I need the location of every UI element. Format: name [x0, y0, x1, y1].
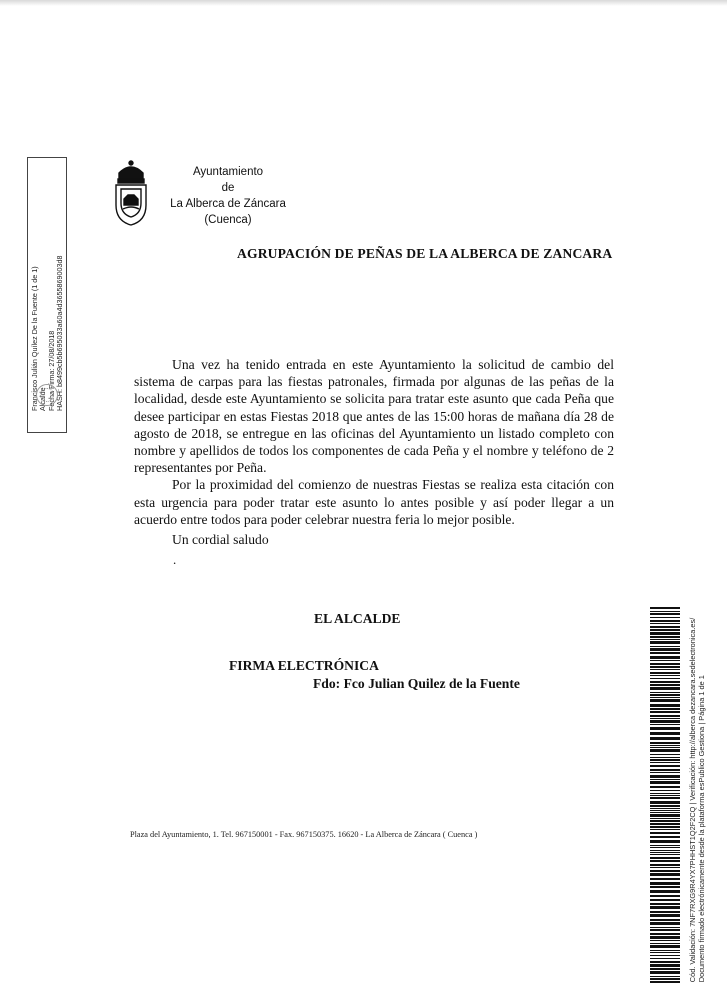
org-line-2: de: [221, 182, 235, 194]
signature-stamp: [27, 157, 67, 433]
footer-address: Plaza del Ayuntamiento, 1. Tel. 967150001 - Fax. 967150375. 16620 - La Alberca de Záncara ( Cuenca ): [130, 830, 478, 839]
stamp-signer: Francisco Julián Quílez De la Fuente (1 de 1): [30, 266, 40, 411]
letter-body: [134, 356, 614, 528]
stamp-role: Alcalde: [38, 387, 48, 411]
validation-text: [688, 618, 706, 983]
greeting: Un cordial saludo: [172, 532, 269, 547]
org-line-4: (Cuenca): [204, 214, 252, 226]
seal-icon: [36, 384, 58, 406]
paragraph-1: Una vez ha tenido entrada en este Ayuntamiento la solicitud de cambio del sistema de carpas para las fiestas patronales, firmada por algunas de las peñas de la localidad, desde este Ayuntamiento se solicita para tratar este asunto que cada Peña que desee participar en estas Fiestas 2018 que antes de las 15:00 horas de mañana día 28 de agosto de 2018, se entregue en las oficinas del Ayuntamiento un listado completo con nombre y apellidos de todos los componentes de cada Peña y el nombre y teléfono de 2 representantes por Peña.: [134, 357, 614, 476]
validation-code: Cód. Validación: 7NF7RXG9R4YX7PHHST1Q2F2CQ | Verificación: http://alberca dezancara.sedelectronica.es/: [688, 617, 697, 983]
scan-edge: [0, 0, 727, 6]
org-line-3: La Alberca de Záncara: [170, 198, 286, 210]
document-title: AGRUPACIÓN DE PEÑAS DE LA ALBERCA DE ZANCARA: [237, 246, 613, 261]
barcode-icon: [650, 607, 680, 983]
signature-type: FIRMA ELECTRÓNICA: [229, 658, 379, 673]
organization-header: [158, 164, 298, 228]
org-line-1: Ayuntamiento: [192, 166, 264, 178]
signature-role: EL ALCALDE: [314, 611, 401, 626]
stamp-text: [31, 181, 65, 411]
paragraph-2: Por la proximidad del comienzo de nuestras Fiestas se realiza esta citación con esta urgencia para poder tratar este asunto lo antes posible y así poder llegar a un acuerdo entre todos para poder celebrar nuestra feria lo mejor posible.: [134, 477, 614, 527]
validation-platform: Documento firmado electrónicamente desde la plataforma esPublico Gestiona | Página 1 de 1: [697, 675, 706, 983]
stamp-date: Fecha Firma: 27/08/2018: [47, 330, 56, 411]
signer-name: Fdo: Fco Julian Quilez de la Fuente: [313, 676, 520, 691]
stamp-hash: HASH: b8499cb5b695033a60a4d3655869003d8: [55, 255, 65, 411]
stray-dot: .: [173, 552, 177, 567]
coat-of-arms-icon: [110, 159, 152, 227]
